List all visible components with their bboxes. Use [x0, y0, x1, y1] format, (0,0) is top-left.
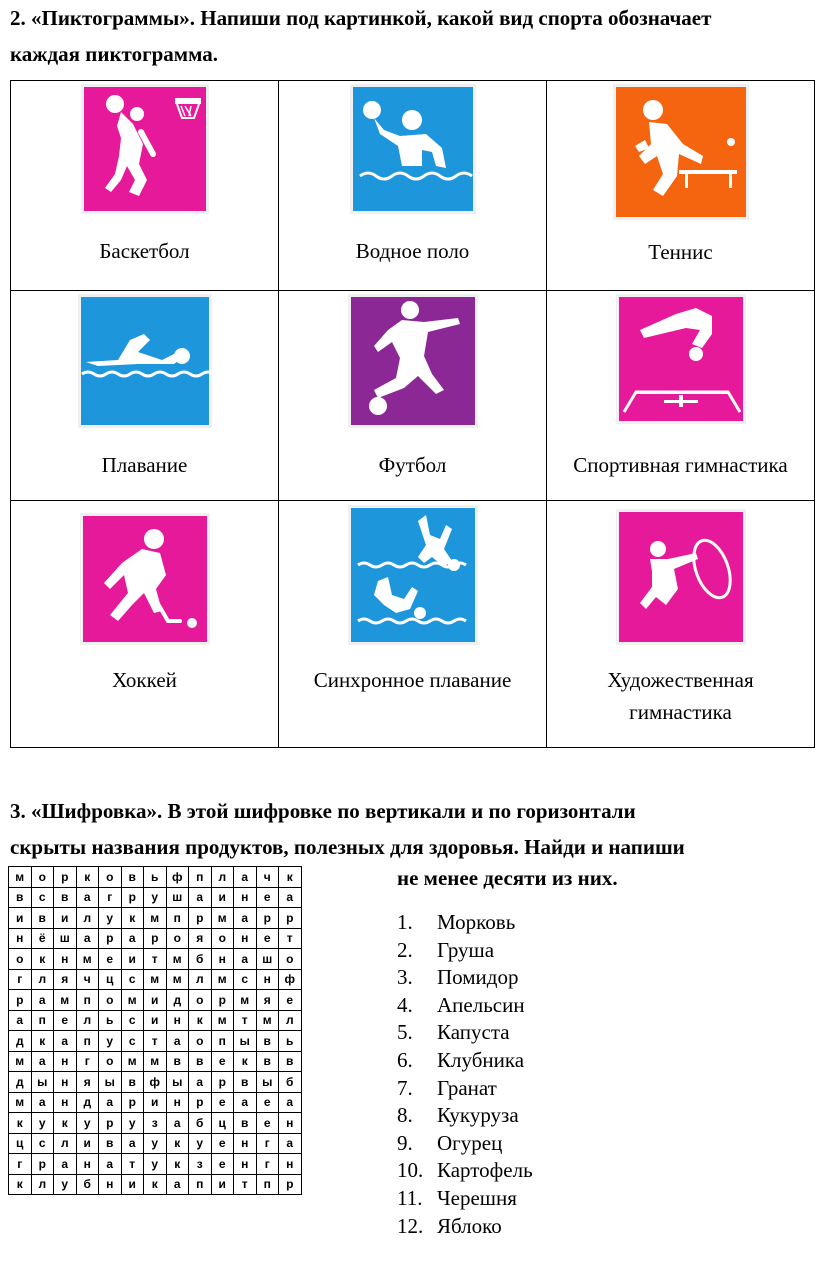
grid-cell: о: [166, 928, 189, 949]
grid-cell: р: [189, 908, 212, 929]
grid-cell: в: [256, 1031, 279, 1052]
grid-cell: л: [279, 1010, 302, 1031]
grid-cell: а: [234, 1092, 257, 1113]
grid-cell: м: [211, 1010, 234, 1031]
pictogram-caption: Хоккей: [112, 668, 177, 692]
grid-cell: м: [9, 1051, 32, 1072]
pictogram-caption: Футбол: [378, 453, 447, 477]
grid-cell: и: [121, 1174, 144, 1195]
grid-cell: ф: [279, 969, 302, 990]
grid-cell: и: [9, 908, 32, 929]
grid-cell: т: [121, 1154, 144, 1175]
pictogram-caption: Синхронное плавание: [313, 668, 512, 692]
pictogram-cell-gymnastics: [547, 291, 815, 501]
answer-item: [397, 1102, 533, 1130]
pictogram-cell-tennis: [547, 81, 815, 291]
answer-number: 2.: [397, 937, 413, 962]
answer-text: Морковь: [437, 910, 516, 934]
grid-cell: с: [31, 1133, 54, 1154]
grid-cell: ы: [166, 1072, 189, 1093]
grid-cell: п: [189, 1174, 212, 1195]
answer-text: Помидор: [437, 965, 519, 990]
grid-cell: и: [144, 990, 167, 1011]
grid-cell: г: [99, 887, 122, 908]
answer-item: [397, 1130, 533, 1158]
grid-row: [9, 908, 302, 929]
grid-cell: ц: [99, 969, 122, 990]
grid-row: [9, 1010, 302, 1031]
answer-number: 5.: [397, 1020, 413, 1045]
grid-cell: с: [31, 887, 54, 908]
trampoline-icon: [616, 294, 746, 424]
grid-cell: я: [189, 928, 212, 949]
task3-heading-line2: скрыты названия продуктов, полезных для здоровья. Найди и напиши: [10, 835, 685, 859]
task3-heading: [10, 793, 685, 865]
grid-cell: п: [76, 1031, 99, 1052]
grid-cell: з: [144, 1113, 167, 1134]
grid-cell: ё: [31, 928, 54, 949]
water-polo-icon: [350, 84, 476, 214]
grid-cell: а: [99, 1092, 122, 1113]
pictogram-caption: Плавание: [101, 453, 188, 477]
answer-item: [397, 909, 533, 937]
pictogram-cell-swimming: [11, 291, 279, 501]
answer-item: [397, 964, 533, 992]
grid-cell: н: [279, 1113, 302, 1134]
grid-cell: п: [76, 990, 99, 1011]
grid-cell: в: [31, 908, 54, 929]
grid-row: [9, 887, 302, 908]
grid-cell: г: [256, 1154, 279, 1175]
answer-number: 4.: [397, 992, 413, 1017]
grid-cell: н: [54, 1051, 77, 1072]
answer-number: 6.: [397, 1047, 413, 1072]
answer-text: Клубника: [437, 1047, 525, 1072]
grid-cell: е: [211, 1154, 234, 1175]
grid-cell: а: [31, 1092, 54, 1113]
grid-cell: к: [121, 908, 144, 929]
grid-row: [9, 928, 302, 949]
grid-cell: ф: [166, 867, 189, 888]
grid-row: [9, 1154, 302, 1175]
grid-cell: м: [144, 1051, 167, 1072]
grid-cell: н: [99, 1174, 122, 1195]
grid-cell: и: [144, 1092, 167, 1113]
grid-cell: я: [76, 1072, 99, 1093]
pictogram-table: [10, 80, 815, 748]
grid-cell: в: [121, 867, 144, 888]
grid-cell: к: [189, 1010, 212, 1031]
grid-row: [9, 969, 302, 990]
grid-cell: в: [234, 1072, 257, 1093]
grid-cell: о: [189, 990, 212, 1011]
grid-cell: ь: [279, 1031, 302, 1052]
grid-cell: в: [234, 1113, 257, 1134]
grid-cell: м: [121, 990, 144, 1011]
grid-cell: б: [76, 1174, 99, 1195]
grid-cell: м: [9, 867, 32, 888]
grid-cell: е: [99, 949, 122, 970]
grid-cell: о: [31, 867, 54, 888]
grid-cell: н: [234, 928, 257, 949]
grid-cell: ч: [76, 969, 99, 990]
grid-cell: е: [279, 990, 302, 1011]
grid-cell: н: [54, 949, 77, 970]
task3-heading-line1: 3. «Шифровка». В этой шифровке по вертикали и по горизонтали: [10, 799, 636, 823]
rhythmic-gymnastics-icon: [616, 509, 746, 645]
grid-cell: в: [256, 1051, 279, 1072]
answer-item: [397, 1019, 533, 1047]
grid-cell: е: [211, 1051, 234, 1072]
task2-heading-line1: 2. «Пиктограммы». Напиши под картинкой, какой вид спорта обозначает: [10, 6, 712, 30]
grid-cell: а: [121, 928, 144, 949]
pictogram-cell-basketball: [11, 81, 279, 291]
grid-cell: у: [99, 908, 122, 929]
grid-cell: и: [211, 887, 234, 908]
grid-cell: т: [144, 949, 167, 970]
grid-cell: а: [76, 887, 99, 908]
grid-cell: о: [9, 949, 32, 970]
grid-cell: о: [189, 1031, 212, 1052]
grid-cell: я: [256, 990, 279, 1011]
grid-cell: у: [144, 1154, 167, 1175]
grid-cell: к: [234, 1051, 257, 1072]
grid-cell: з: [189, 1154, 212, 1175]
pictogram-cell-football: [279, 291, 547, 501]
grid-row: [9, 1072, 302, 1093]
grid-cell: к: [9, 1174, 32, 1195]
grid-cell: к: [9, 1113, 32, 1134]
grid-cell: н: [9, 928, 32, 949]
pictogram-caption: Водное поло: [355, 239, 470, 263]
grid-cell: а: [31, 1051, 54, 1072]
grid-cell: к: [76, 867, 99, 888]
hockey-icon: [80, 513, 210, 645]
grid-cell: р: [211, 1072, 234, 1093]
grid-cell: а: [189, 887, 212, 908]
answer-number: 10.: [397, 1158, 424, 1183]
grid-cell: к: [31, 1031, 54, 1052]
grid-cell: м: [54, 990, 77, 1011]
grid-cell: г: [76, 1051, 99, 1072]
answer-text: Апельсин: [437, 992, 525, 1017]
answer-item: [397, 1185, 533, 1213]
pictogram-cell-water-polo: [279, 81, 547, 291]
grid-cell: р: [256, 908, 279, 929]
grid-row: [9, 1113, 302, 1134]
answer-text: Капуста: [437, 1020, 510, 1045]
grid-cell: ы: [99, 1072, 122, 1093]
synchronized-swimming-icon: [348, 505, 478, 645]
grid-cell: д: [166, 990, 189, 1011]
pictogram-caption: Теннис: [648, 240, 713, 264]
grid-cell: н: [211, 949, 234, 970]
grid-cell: л: [76, 1010, 99, 1031]
pictogram-caption: Спортивная гимнастика: [573, 453, 788, 477]
answer-number: 9.: [397, 1130, 413, 1155]
grid-cell: т: [144, 1031, 167, 1052]
grid-cell: ы: [256, 1072, 279, 1093]
grid-cell: г: [9, 969, 32, 990]
grid-cell: у: [76, 1113, 99, 1134]
answer-item: [397, 992, 533, 1020]
answer-number: 11.: [397, 1185, 423, 1210]
pictogram-caption-line2: гимнастика: [629, 700, 732, 724]
grid-cell: ь: [144, 867, 167, 888]
grid-cell: я: [54, 969, 77, 990]
grid-cell: а: [234, 867, 257, 888]
grid-cell: н: [166, 1010, 189, 1031]
pictogram-caption-line1: Художественная: [607, 668, 754, 692]
basketball-icon: [81, 84, 209, 214]
grid-cell: р: [279, 1174, 302, 1195]
grid-cell: а: [279, 887, 302, 908]
answer-number: 7.: [397, 1075, 413, 1100]
grid-cell: р: [211, 990, 234, 1011]
football-icon: [348, 294, 478, 428]
grid-cell: о: [99, 867, 122, 888]
grid-cell: а: [166, 1113, 189, 1134]
grid-cell: в: [99, 1133, 122, 1154]
grid-cell: м: [144, 908, 167, 929]
grid-cell: м: [211, 969, 234, 990]
task2-heading: [10, 0, 711, 72]
grid-cell: ш: [54, 928, 77, 949]
grid-cell: н: [54, 1072, 77, 1093]
grid-cell: в: [9, 887, 32, 908]
grid-cell: н: [256, 969, 279, 990]
grid-cell: в: [279, 1051, 302, 1072]
grid-cell: е: [54, 1010, 77, 1031]
grid-cell: н: [54, 1092, 77, 1113]
grid-cell: г: [9, 1154, 32, 1175]
grid-cell: в: [54, 887, 77, 908]
grid-cell: л: [31, 1174, 54, 1195]
grid-cell: в: [121, 1072, 144, 1093]
grid-cell: м: [121, 1051, 144, 1072]
grid-cell: ч: [256, 867, 279, 888]
grid-cell: л: [54, 1133, 77, 1154]
grid-cell: а: [166, 1031, 189, 1052]
grid-cell: б: [189, 949, 212, 970]
answer-list: [397, 909, 533, 1240]
grid-cell: т: [234, 1010, 257, 1031]
grid-cell: а: [279, 1092, 302, 1113]
grid-cell: м: [144, 969, 167, 990]
grid-cell: ш: [166, 887, 189, 908]
answer-text: Кукуруза: [437, 1103, 519, 1128]
grid-cell: к: [279, 867, 302, 888]
task3-heading-line3: не менее десяти из них.: [397, 866, 618, 890]
answer-text: Огурец: [437, 1130, 503, 1155]
cipher-letter-grid: [8, 866, 302, 1195]
grid-row: [9, 867, 302, 888]
grid-cell: м: [234, 990, 257, 1011]
answer-item: [397, 937, 533, 965]
swimming-icon: [78, 294, 212, 428]
grid-cell: а: [234, 908, 257, 929]
grid-cell: а: [189, 1072, 212, 1093]
grid-cell: а: [166, 1174, 189, 1195]
grid-cell: п: [31, 1010, 54, 1031]
grid-cell: л: [189, 969, 212, 990]
grid-cell: а: [234, 949, 257, 970]
answer-text: Картофель: [437, 1158, 533, 1183]
pictogram-cell-hockey: [11, 501, 279, 748]
grid-cell: в: [166, 1051, 189, 1072]
grid-cell: у: [189, 1133, 212, 1154]
pictogram-caption: Баскетбол: [99, 239, 190, 263]
grid-cell: л: [31, 969, 54, 990]
grid-cell: и: [54, 908, 77, 929]
grid-cell: и: [76, 1133, 99, 1154]
answer-item: [397, 1157, 533, 1185]
grid-cell: и: [211, 1174, 234, 1195]
answer-number: 3.: [397, 965, 413, 990]
grid-cell: ш: [256, 949, 279, 970]
grid-cell: п: [166, 908, 189, 929]
answer-number: 12.: [397, 1213, 424, 1238]
grid-cell: н: [234, 1154, 257, 1175]
answer-text: Черешня: [437, 1185, 517, 1210]
grid-cell: д: [76, 1092, 99, 1113]
grid-cell: т: [279, 928, 302, 949]
grid-cell: ц: [211, 1113, 234, 1134]
grid-cell: р: [31, 1154, 54, 1175]
grid-cell: у: [144, 887, 167, 908]
pictogram-cell-synchronized-swimming: [279, 501, 547, 748]
grid-cell: н: [279, 1154, 302, 1175]
grid-cell: н: [166, 1092, 189, 1113]
grid-cell: е: [256, 928, 279, 949]
grid-cell: д: [9, 1072, 32, 1093]
answer-item: [397, 1047, 533, 1075]
grid-cell: л: [211, 867, 234, 888]
answer-text: Гранат: [437, 1075, 497, 1100]
answer-number: 1.: [397, 910, 413, 934]
grid-cell: р: [189, 1092, 212, 1113]
grid-cell: л: [76, 908, 99, 929]
grid-cell: р: [54, 867, 77, 888]
grid-cell: е: [256, 887, 279, 908]
grid-cell: о: [99, 1051, 122, 1072]
answer-text: Яблоко: [437, 1213, 502, 1238]
grid-cell: н: [234, 887, 257, 908]
grid-cell: п: [211, 1031, 234, 1052]
grid-cell: н: [234, 1133, 257, 1154]
answer-text: Груша: [437, 937, 495, 962]
grid-cell: р: [9, 990, 32, 1011]
grid-cell: п: [189, 867, 212, 888]
grid-cell: ц: [9, 1133, 32, 1154]
grid-cell: м: [211, 908, 234, 929]
grid-cell: р: [144, 928, 167, 949]
grid-row: [9, 1174, 302, 1195]
grid-cell: у: [31, 1113, 54, 1134]
grid-row: [9, 949, 302, 970]
grid-cell: м: [256, 1010, 279, 1031]
grid-cell: ь: [99, 1010, 122, 1031]
grid-cell: ы: [31, 1072, 54, 1093]
grid-cell: а: [54, 1154, 77, 1175]
grid-cell: а: [9, 1010, 32, 1031]
grid-cell: а: [76, 928, 99, 949]
grid-cell: у: [54, 1174, 77, 1195]
grid-cell: п: [256, 1174, 279, 1195]
grid-cell: р: [99, 1113, 122, 1134]
grid-cell: т: [234, 1174, 257, 1195]
grid-cell: в: [189, 1051, 212, 1072]
grid-cell: р: [279, 908, 302, 929]
grid-cell: а: [31, 990, 54, 1011]
grid-cell: с: [121, 969, 144, 990]
grid-cell: а: [99, 1154, 122, 1175]
grid-cell: о: [211, 928, 234, 949]
grid-cell: к: [54, 1113, 77, 1134]
grid-cell: к: [166, 1154, 189, 1175]
grid-cell: с: [234, 969, 257, 990]
grid-cell: б: [279, 1072, 302, 1093]
grid-cell: ф: [144, 1072, 167, 1093]
grid-cell: а: [279, 1133, 302, 1154]
pictogram-cell-rhythmic-gymnastics: [547, 501, 815, 748]
grid-cell: д: [9, 1031, 32, 1052]
grid-cell: е: [211, 1092, 234, 1113]
grid-cell: м: [166, 949, 189, 970]
grid-cell: и: [121, 949, 144, 970]
grid-cell: а: [121, 1133, 144, 1154]
grid-cell: г: [256, 1133, 279, 1154]
answer-item: [397, 1213, 533, 1241]
grid-cell: у: [144, 1133, 167, 1154]
grid-cell: с: [121, 1031, 144, 1052]
grid-row: [9, 1031, 302, 1052]
grid-cell: ы: [234, 1031, 257, 1052]
grid-row: [9, 1051, 302, 1072]
answer-item: [397, 1075, 533, 1103]
grid-cell: м: [166, 969, 189, 990]
grid-cell: у: [99, 1031, 122, 1052]
grid-cell: и: [144, 1010, 167, 1031]
grid-cell: н: [76, 1154, 99, 1175]
task2-heading-line2: каждая пиктограмма.: [10, 42, 219, 66]
answer-number: 8.: [397, 1103, 413, 1128]
grid-cell: о: [99, 990, 122, 1011]
grid-cell: а: [54, 1031, 77, 1052]
pictogram-caption: [547, 664, 814, 728]
grid-cell: б: [189, 1113, 212, 1134]
table-tennis-icon: [613, 84, 749, 220]
grid-cell: у: [121, 1113, 144, 1134]
grid-cell: к: [166, 1133, 189, 1154]
grid-row: [9, 1092, 302, 1113]
grid-cell: е: [256, 1113, 279, 1134]
grid-cell: е: [211, 1133, 234, 1154]
grid-cell: р: [121, 887, 144, 908]
grid-cell: о: [279, 949, 302, 970]
grid-cell: р: [121, 1092, 144, 1113]
grid-cell: м: [76, 949, 99, 970]
grid-cell: р: [99, 928, 122, 949]
grid-row: [9, 990, 302, 1011]
grid-cell: м: [9, 1092, 32, 1113]
grid-cell: е: [256, 1092, 279, 1113]
grid-row: [9, 1133, 302, 1154]
grid-cell: с: [121, 1010, 144, 1031]
grid-cell: к: [144, 1174, 167, 1195]
grid-cell: к: [31, 949, 54, 970]
